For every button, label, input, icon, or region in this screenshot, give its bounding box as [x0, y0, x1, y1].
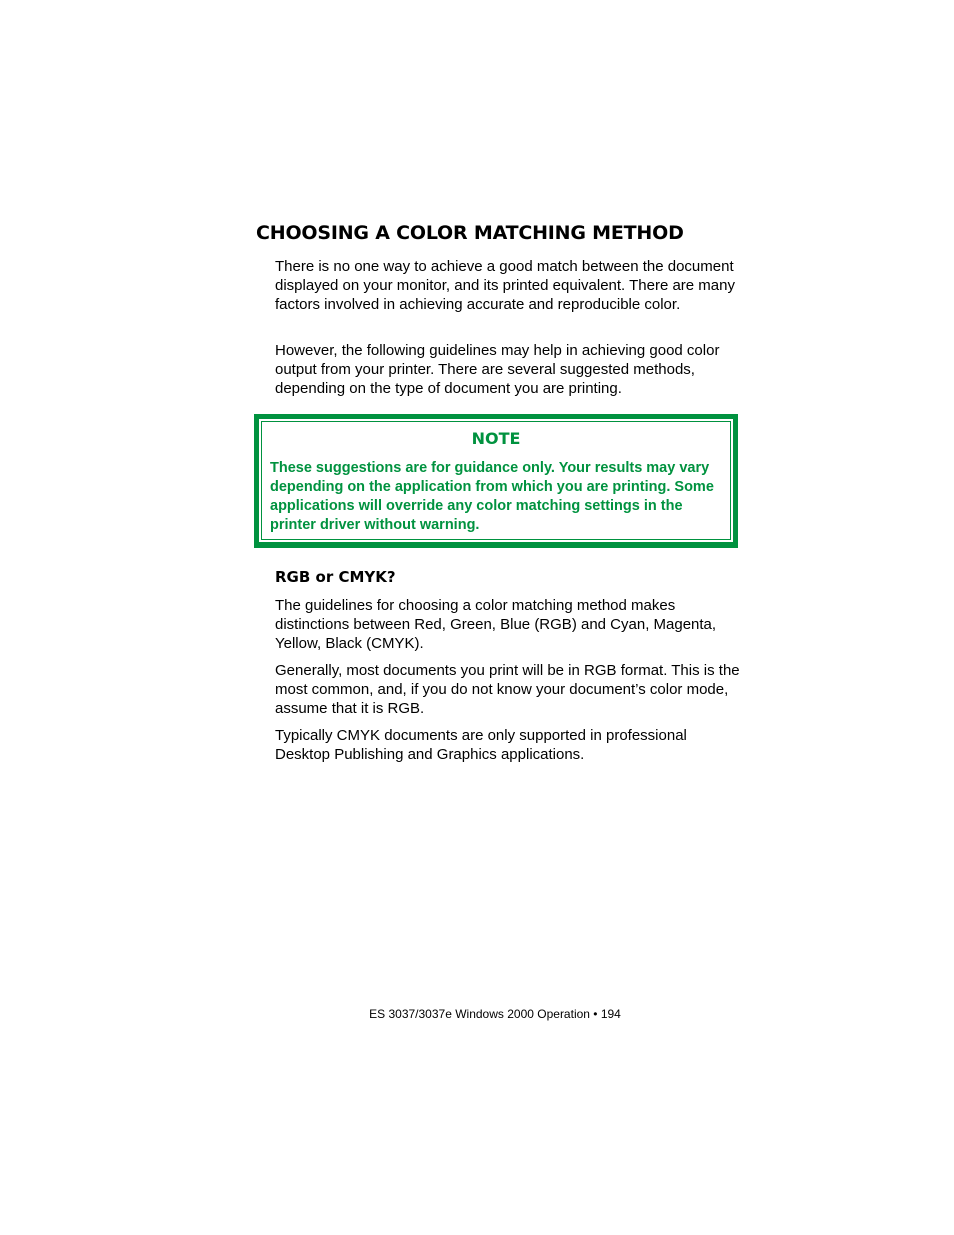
rgb-cmyk-paragraph-2: Generally, most documents you print will be in RGB format. This is the most common, and, if you do not know your document’s color mode, assume that it is RGB.: [275, 662, 740, 717]
note-text: These suggestions are for guidance only. Your results may vary depending on the application from which you are printing. Some applications will override any color matching settings in the printer driver without warning.: [270, 460, 714, 533]
subsection-heading: RGB or CMYK?: [275, 568, 396, 586]
section-heading: CHOOSING A COLOR MATCHING METHOD: [256, 222, 684, 244]
rgb-cmyk-paragraph-1: The guidelines for choosing a color matching method makes distinctions between Red, Green, Blue (RGB) and Cyan, Magenta, Yellow, Black (CMYK).: [275, 597, 717, 652]
note-box: [254, 414, 738, 548]
page-footer: ES 3037/3037e Windows 2000 Operation • 194: [369, 1007, 621, 1021]
note-title: NOTE: [471, 429, 521, 448]
intro-paragraph-2: However, the following guidelines may help in achieving good color output from your printer. There are several suggested methods, depending on the type of document you are printing.: [275, 342, 720, 397]
intro-paragraph-1: There is no one way to achieve a good match between the document displayed on your monitor, and its printed equivalent. There are many factors involved in achieving accurate and reproducible color.: [275, 258, 735, 313]
rgb-cmyk-paragraph-3: Typically CMYK documents are only supported in professional Desktop Publishing and Graphics applications.: [275, 727, 687, 763]
